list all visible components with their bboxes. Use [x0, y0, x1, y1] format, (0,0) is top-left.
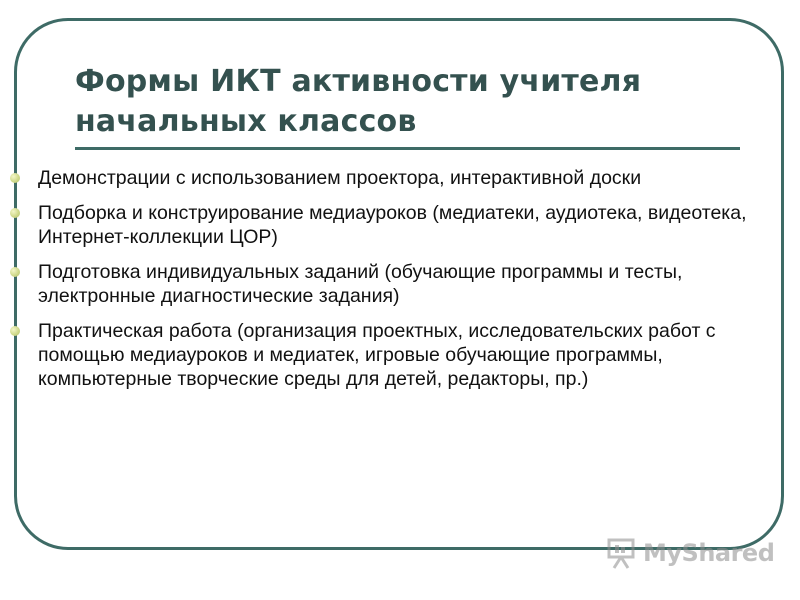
bullet-dot-icon	[10, 267, 20, 277]
bullet-item	[10, 260, 770, 308]
bullet-text: Подготовка индивидуальных заданий (обучающие программы и тесты, электронные диагностические задания)	[38, 261, 683, 307]
bullet-text: Практическая работа (организация проектных, исследовательских работ с помощью медиауроков и медиатек, игровые обучающие программы, компьютерные творческие среды для детей, редакторы, пр.)	[38, 320, 716, 390]
bullet-text: Демонстрации с использованием проектора, интерактивной доски	[38, 167, 642, 189]
bullet-text: Подборка и конструирование медиауроков (медиатеки, аудиотека, видеотека, Интернет-коллекции ЦОР)	[38, 202, 747, 248]
bullet-item	[10, 201, 770, 249]
watermark-logo	[607, 533, 777, 573]
bullet-list	[10, 166, 770, 402]
bullet-dot-icon	[10, 326, 20, 336]
bullet-item	[10, 319, 770, 391]
bullet-item	[10, 166, 770, 190]
title-underline	[75, 147, 740, 150]
bullet-dot-icon	[10, 208, 20, 218]
slide-title: Формы ИКТ активности учителя начальных классов	[75, 64, 642, 139]
presentation-board-icon	[607, 536, 637, 570]
watermark-text: MyShared	[643, 539, 775, 567]
bullet-dot-icon	[10, 173, 20, 183]
